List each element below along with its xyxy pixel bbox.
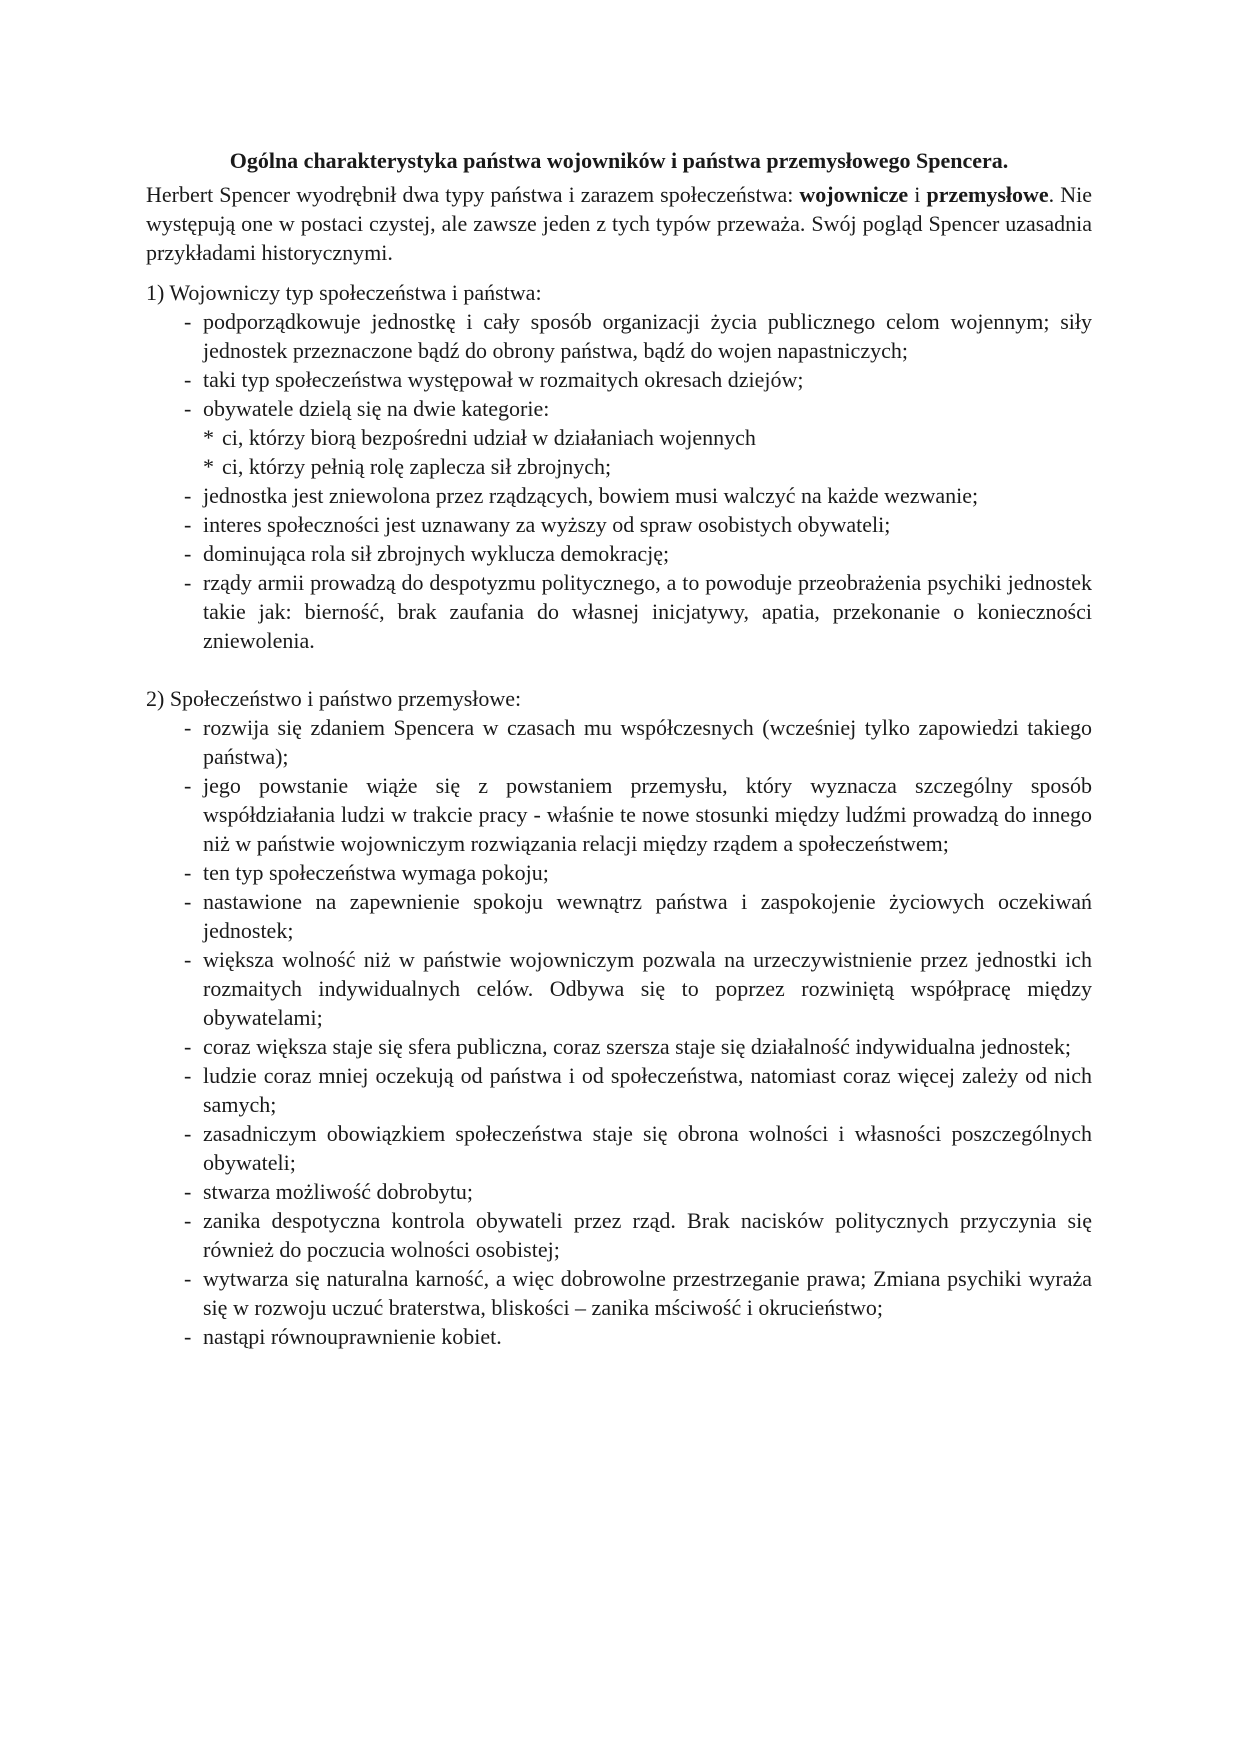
dash-bullet: - (184, 1208, 192, 1233)
list-item-text: jednostka jest zniewolona przez rządzących, bowiem musi walczyć na każde wezwanie; (203, 483, 979, 508)
list-item-text: taki typ społeczeństwa występował w rozmaitych okresach dziejów; (203, 367, 804, 392)
section-1-heading: 1) Wojowniczy typ społeczeństwa i państwa: (146, 280, 542, 305)
dash-bullet: - (184, 483, 192, 508)
list-item (184, 510, 1092, 539)
section-2-list (146, 713, 1092, 1351)
list-item-text: dominująca rola sił zbrojnych wyklucza demokrację; (203, 541, 670, 566)
dash-bullet: - (184, 1179, 192, 1204)
list-item-text: rozwija się zdaniem Spencera w czasach mu współczesnych (wcześniej tylko zapowiedzi takiego państwa); (203, 715, 1092, 769)
dash-bullet: - (184, 860, 192, 885)
dash-bullet: - (184, 396, 192, 421)
list-item (184, 713, 1092, 771)
dash-bullet: - (184, 1266, 192, 1291)
list-item-text: obywatele dzielą się na dwie kategorie: (203, 396, 550, 421)
dash-bullet: - (184, 773, 192, 798)
list-item (184, 365, 1092, 394)
dash-bullet: - (184, 715, 192, 740)
list-item-text: rządy armii prowadzą do despotyzmu politycznego, a to powoduje przeobrażenia psychiki jednostek takie jak: bierność, brak zaufania do własnej inicjatywy, apatia, przekonanie o konieczności zniewolenia. (203, 570, 1092, 653)
list-item (184, 1119, 1092, 1177)
intro-text-3: . Nie występują one w postaci czystej, ale zawsze jeden z tych typów przeważa. Swój pogląd Spencer uzasadnia przykładami historycznymi. (146, 182, 1093, 265)
section-2-heading: 2) Społeczeństwo i państwo przemysłowe: (146, 686, 522, 711)
list-item-text: ci, którzy biorą bezpośredni udział w działaniach wojennych (222, 425, 756, 450)
list-item-text: interes społeczności jest uznawany za wyższy od spraw osobistych obywateli; (203, 512, 891, 537)
list-item (184, 568, 1092, 655)
list-item-text: zasadniczym obowiązkiem społeczeństwa staje się obrona wolności i własności poszczególnych obywateli; (203, 1121, 1092, 1175)
list-item (184, 1206, 1092, 1264)
list-item (184, 1322, 1092, 1351)
document-page (146, 146, 1092, 1351)
star-bullet: * (203, 425, 214, 450)
dash-bullet: - (184, 512, 192, 537)
list-item-text: zanika despotyczna kontrola obywateli przez rząd. Brak nacisków politycznych przyczynia się również do poczucia wolności osobistej; (203, 1208, 1092, 1262)
dash-bullet: - (184, 1121, 192, 1146)
list-item (184, 1061, 1092, 1119)
list-item-text: ci, którzy pełnią rolę zaplecza sił zbrojnych; (222, 454, 612, 479)
sub-list-item (184, 423, 1092, 452)
list-item (184, 1264, 1092, 1322)
dash-bullet: - (184, 570, 192, 595)
dash-bullet: - (184, 1034, 192, 1059)
list-item (184, 887, 1092, 945)
dash-bullet: - (184, 309, 192, 334)
intro-text-1: Herbert Spencer wyodrębnił dwa typy państwa i zarazem społeczeństwa: (146, 182, 800, 207)
star-bullet: * (203, 454, 214, 479)
sub-list-item (184, 452, 1092, 481)
intro-bold-wojownicze: wojownicze (799, 182, 909, 207)
intro-paragraph (146, 180, 1092, 267)
list-item (184, 945, 1092, 1032)
list-item-text: większa wolność niż w państwie wojowniczym pozwala na urzeczywistnienie przez jednostki ich rozmaitych indywidualnych celów. Odbywa się to poprzez rozwiniętą współpracę między obywatelami; (203, 947, 1092, 1030)
list-item-text: nastawione na zapewnienie spokoju wewnątrz państwa i zaspokojenie życiowych oczekiwań jednostek; (203, 889, 1092, 943)
list-item (184, 1177, 1092, 1206)
intro-bold-przemyslowe: przemysłowe (926, 182, 1049, 207)
spacer (146, 267, 1092, 278)
list-item-text: jego powstanie wiąże się z powstaniem przemysłu, który wyznacza szczególny sposób współdziałania ludzi w trakcie pracy - właśnie te nowe stosunki między ludźmi prowadzą do innego niż w państwie wojowniczym rozwiązania relacji między rządem a społeczeństwem; (203, 773, 1092, 856)
dash-bullet: - (184, 947, 192, 972)
dash-bullet: - (184, 367, 192, 392)
list-item-text: wytwarza się naturalna karność, a więc dobrowolne przestrzeganie prawa; Zmiana psychiki wyraża się w rozwoju uczuć braterstwa, bliskości – zanika mściwość i okrucieństwo; (203, 1266, 1092, 1320)
list-item (184, 481, 1092, 510)
list-item (184, 1032, 1092, 1061)
list-item (184, 771, 1092, 858)
list-item-text: stwarza możliwość dobrobytu; (203, 1179, 474, 1204)
list-item-text: ludzie coraz mniej oczekują od państwa i od społeczeństwa, natomiast coraz więcej zależy od nich samych; (203, 1063, 1092, 1117)
list-item (184, 307, 1092, 365)
list-item (184, 394, 1092, 423)
list-item (184, 858, 1092, 887)
spacer (146, 655, 1092, 684)
list-item-text: ten typ społeczeństwa wymaga pokoju; (203, 860, 549, 885)
dash-bullet: - (184, 889, 192, 914)
intro-text-2: i (908, 182, 927, 207)
dash-bullet: - (184, 541, 192, 566)
list-item-text: nastąpi równouprawnienie kobiet. (203, 1324, 502, 1349)
document-title: Ogólna charakterystyka państwa wojowników i państwa przemysłowego Spencera. (229, 148, 1009, 173)
list-item (184, 539, 1092, 568)
section-1-list (146, 307, 1092, 655)
dash-bullet: - (184, 1063, 192, 1088)
dash-bullet: - (184, 1324, 192, 1349)
list-item-text: podporządkowuje jednostkę i cały sposób organizacji życia publicznego celom wojennym; siły jednostek przeznaczone bądź do obrony państwa, bądź do wojen napastniczych; (203, 309, 1092, 363)
list-item-text: coraz większa staje się sfera publiczna, coraz szersza staje się działalność indywidualna jednostek; (203, 1034, 1072, 1059)
